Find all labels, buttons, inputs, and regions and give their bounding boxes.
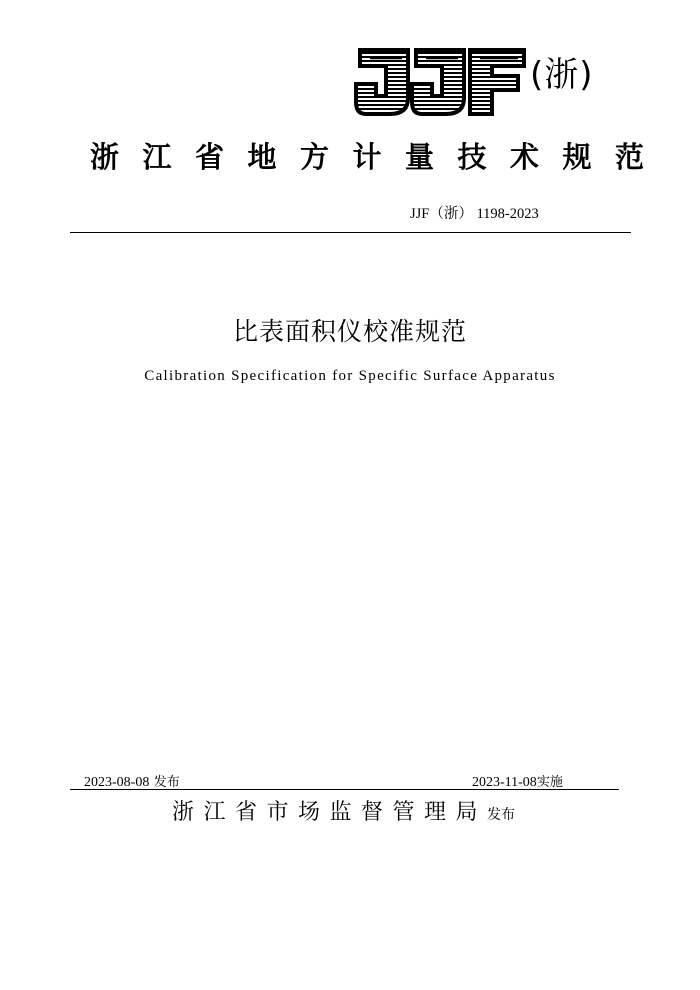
issue-date-label: 发布 <box>153 775 180 790</box>
logo-province-suffix: (浙) <box>530 55 594 95</box>
top-divider <box>70 232 631 233</box>
jjf-logo-mark <box>352 44 530 120</box>
english-title: Calibration Specification for Specific Surface Apparatus <box>144 368 556 384</box>
implement-date-value: 2023-11-08 <box>472 775 537 790</box>
authority-name: 浙江省市场监督管理局 <box>172 800 488 825</box>
issuer-title: 浙江省地方计量技术规范 <box>90 140 668 174</box>
implement-date <box>472 771 563 791</box>
jjf-logo <box>352 44 632 120</box>
chinese-title: 比表面积仪校准规范 <box>232 317 467 346</box>
document-code: JJF（浙） 1198-2023 <box>410 206 539 222</box>
bottom-divider <box>70 789 619 790</box>
implement-date-label: 实施 <box>536 775 563 790</box>
authority-suffix: 发布 <box>487 807 516 823</box>
issue-date-value: 2023-08-08 <box>84 775 150 790</box>
issue-date <box>84 771 180 791</box>
issuing-authority <box>172 802 515 824</box>
